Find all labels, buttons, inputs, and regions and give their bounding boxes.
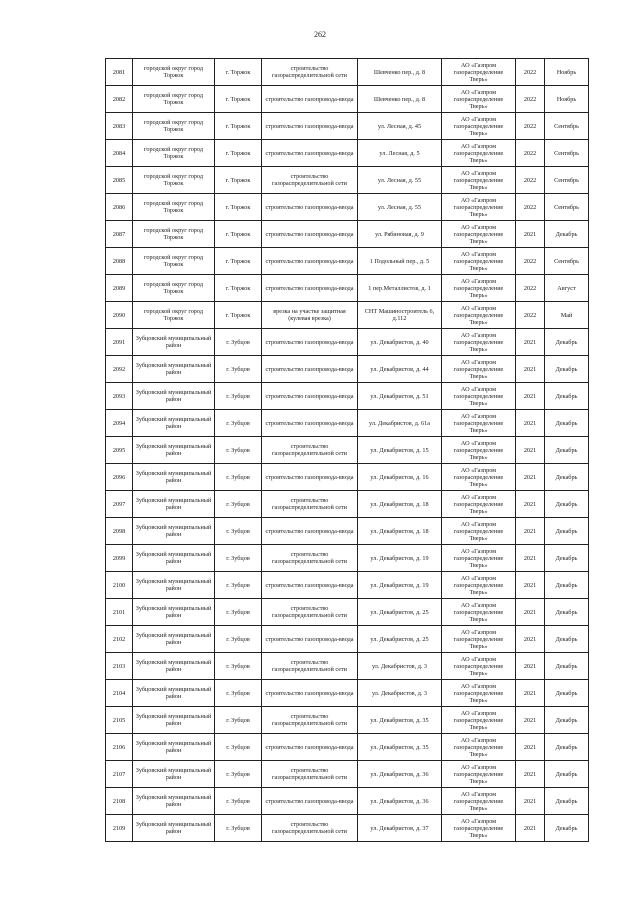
work-type-cell: строительство газопровода-ввода xyxy=(262,356,358,383)
locality-cell: г. Зубцов xyxy=(215,572,262,599)
work-type-cell: строительство газораспределительной сети xyxy=(262,653,358,680)
work-type-cell: строительство газораспределительной сети xyxy=(262,761,358,788)
work-type-cell: строительство газопровода-ввода xyxy=(262,572,358,599)
municipality-cell: городской округ город Торжок xyxy=(133,302,215,329)
year-cell: 2021 xyxy=(516,815,545,842)
year-cell: 2022 xyxy=(516,86,545,113)
municipality-cell: Зубцовский муниципальный район xyxy=(133,680,215,707)
organization-cell: АО «Газпром газораспределение Тверь» xyxy=(442,113,516,140)
year-cell: 2021 xyxy=(516,329,545,356)
year-cell: 2022 xyxy=(516,59,545,86)
address-cell: ул. Декабристов, д. 19 xyxy=(358,545,442,572)
locality-cell: г. Торжок xyxy=(215,194,262,221)
municipality-cell: городской округ город Торжок xyxy=(133,113,215,140)
work-type-cell: строительство газопровода-ввода xyxy=(262,680,358,707)
row-number-cell: 2082 xyxy=(106,86,133,113)
row-number-cell: 2093 xyxy=(106,383,133,410)
table-row xyxy=(106,329,589,356)
municipality-cell: Зубцовский муниципальный район xyxy=(133,788,215,815)
work-type-cell: строительство газопровода-ввода xyxy=(262,140,358,167)
row-number-cell: 2109 xyxy=(106,815,133,842)
year-cell: 2021 xyxy=(516,383,545,410)
address-cell: ул. Лесная, д. 5 xyxy=(358,140,442,167)
row-number-cell: 2105 xyxy=(106,707,133,734)
month-cell: Ноябрь xyxy=(545,86,589,113)
municipality-cell: Зубцовский муниципальный район xyxy=(133,464,215,491)
table-row xyxy=(106,599,589,626)
address-cell: 1 пер.Металлистов, д. 1 xyxy=(358,275,442,302)
address-cell: ул. Декабристов, д. 44 xyxy=(358,356,442,383)
month-cell: Декабрь xyxy=(545,545,589,572)
municipality-cell: Зубцовский муниципальный район xyxy=(133,599,215,626)
row-number-cell: 2092 xyxy=(106,356,133,383)
year-cell: 2021 xyxy=(516,734,545,761)
row-number-cell: 2081 xyxy=(106,59,133,86)
organization-cell: АО «Газпром газораспределение Тверь» xyxy=(442,275,516,302)
table-row xyxy=(106,572,589,599)
row-number-cell: 2090 xyxy=(106,302,133,329)
month-cell: Декабрь xyxy=(545,464,589,491)
work-type-cell: строительство газопровода-ввода xyxy=(262,734,358,761)
table-row xyxy=(106,275,589,302)
table-row xyxy=(106,59,589,86)
locality-cell: г. Зубцов xyxy=(215,653,262,680)
row-number-cell: 2095 xyxy=(106,437,133,464)
municipality-cell: Зубцовский муниципальный район xyxy=(133,761,215,788)
row-number-cell: 2094 xyxy=(106,410,133,437)
row-number-cell: 2103 xyxy=(106,653,133,680)
address-cell: ул. Декабристов, д. 40 xyxy=(358,329,442,356)
organization-cell: АО «Газпром газораспределение Тверь» xyxy=(442,464,516,491)
month-cell: Сентябрь xyxy=(545,194,589,221)
locality-cell: г. Зубцов xyxy=(215,707,262,734)
organization-cell: АО «Газпром газораспределение Тверь» xyxy=(442,734,516,761)
organization-cell: АО «Газпром газораспределение Тверь» xyxy=(442,653,516,680)
month-cell: Декабрь xyxy=(545,221,589,248)
address-cell: ул. Декабристов, д. 3 xyxy=(358,653,442,680)
row-number-cell: 2108 xyxy=(106,788,133,815)
organization-cell: АО «Газпром газораспределение Тверь» xyxy=(442,356,516,383)
locality-cell: г. Зубцов xyxy=(215,788,262,815)
municipality-cell: Зубцовский муниципальный район xyxy=(133,626,215,653)
municipality-cell: Зубцовский муниципальный район xyxy=(133,356,215,383)
work-type-cell: врезка на участке защитная (кулевая врезка) xyxy=(262,302,358,329)
table-row xyxy=(106,734,589,761)
address-cell: ул. Декабристов, д. 51 xyxy=(358,383,442,410)
table-row xyxy=(106,356,589,383)
month-cell: Декабрь xyxy=(545,734,589,761)
row-number-cell: 2099 xyxy=(106,545,133,572)
locality-cell: г. Зубцов xyxy=(215,356,262,383)
row-number-cell: 2102 xyxy=(106,626,133,653)
work-type-cell: строительство газораспределительной сети xyxy=(262,599,358,626)
address-cell: ул. Декабристов, д. 3 xyxy=(358,680,442,707)
municipality-cell: Зубцовский муниципальный район xyxy=(133,572,215,599)
row-number-cell: 2107 xyxy=(106,761,133,788)
organization-cell: АО «Газпром газораспределение Тверь» xyxy=(442,167,516,194)
locality-cell: г. Торжок xyxy=(215,275,262,302)
address-cell: ул. Декабристов, д. 16 xyxy=(358,464,442,491)
locality-cell: г. Торжок xyxy=(215,113,262,140)
table-row xyxy=(106,221,589,248)
organization-cell: АО «Газпром газораспределение Тверь» xyxy=(442,815,516,842)
month-cell: Декабрь xyxy=(545,383,589,410)
organization-cell: АО «Газпром газораспределение Тверь» xyxy=(442,140,516,167)
month-cell: Декабрь xyxy=(545,707,589,734)
municipality-cell: Зубцовский муниципальный район xyxy=(133,815,215,842)
month-cell: Декабрь xyxy=(545,329,589,356)
table-row xyxy=(106,113,589,140)
address-cell: Шевченко пер., д. 8 xyxy=(358,59,442,86)
month-cell: Декабрь xyxy=(545,356,589,383)
month-cell: Сентябрь xyxy=(545,167,589,194)
row-number-cell: 2089 xyxy=(106,275,133,302)
year-cell: 2021 xyxy=(516,680,545,707)
year-cell: 2021 xyxy=(516,221,545,248)
year-cell: 2021 xyxy=(516,545,545,572)
organization-cell: АО «Газпром газораспределение Тверь» xyxy=(442,599,516,626)
table-row xyxy=(106,194,589,221)
locality-cell: г. Торжок xyxy=(215,140,262,167)
month-cell: Декабрь xyxy=(545,815,589,842)
address-cell: ул. Декабристов, д. 36 xyxy=(358,788,442,815)
work-type-cell: строительство газопровода-ввода xyxy=(262,329,358,356)
address-cell: ул. Декабристов, д. 18 xyxy=(358,518,442,545)
locality-cell: г. Торжок xyxy=(215,86,262,113)
locality-cell: г. Зубцов xyxy=(215,383,262,410)
month-cell: Сентябрь xyxy=(545,140,589,167)
work-type-cell: строительство газопровода-ввода xyxy=(262,86,358,113)
table-row xyxy=(106,410,589,437)
organization-cell: АО «Газпром газораспределение Тверь» xyxy=(442,194,516,221)
address-cell: ул. Декабристов, д. 25 xyxy=(358,626,442,653)
month-cell: Декабрь xyxy=(545,788,589,815)
work-type-cell: строительство газопровода-ввода xyxy=(262,113,358,140)
address-cell: ул. Декабристов, д. 37 xyxy=(358,815,442,842)
table-row xyxy=(106,140,589,167)
month-cell: Декабрь xyxy=(545,626,589,653)
year-cell: 2022 xyxy=(516,140,545,167)
organization-cell: АО «Газпром газораспределение Тверь» xyxy=(442,707,516,734)
work-type-cell: строительство газопровода-ввода xyxy=(262,410,358,437)
address-cell: СНТ Машиностроитель 6, д.112 xyxy=(358,302,442,329)
locality-cell: г. Зубцов xyxy=(215,680,262,707)
table-row xyxy=(106,248,589,275)
month-cell: Декабрь xyxy=(545,437,589,464)
municipality-cell: городской округ город Торжок xyxy=(133,248,215,275)
municipality-cell: городской округ город Торжок xyxy=(133,140,215,167)
table-row xyxy=(106,653,589,680)
municipality-cell: городской округ город Торжок xyxy=(133,221,215,248)
month-cell: Август xyxy=(545,275,589,302)
row-number-cell: 2091 xyxy=(106,329,133,356)
locality-cell: г. Торжок xyxy=(215,167,262,194)
municipality-cell: Зубцовский муниципальный район xyxy=(133,734,215,761)
row-number-cell: 2083 xyxy=(106,113,133,140)
month-cell: Декабрь xyxy=(545,599,589,626)
locality-cell: г. Зубцов xyxy=(215,437,262,464)
organization-cell: АО «Газпром газораспределение Тверь» xyxy=(442,221,516,248)
work-type-cell: строительство газопровода-ввода xyxy=(262,464,358,491)
year-cell: 2021 xyxy=(516,491,545,518)
address-cell: ул. Декабристов, д. 15 xyxy=(358,437,442,464)
organization-cell: АО «Газпром газораспределение Тверь» xyxy=(442,329,516,356)
row-number-cell: 2100 xyxy=(106,572,133,599)
locality-cell: г. Зубцов xyxy=(215,599,262,626)
year-cell: 2021 xyxy=(516,518,545,545)
year-cell: 2022 xyxy=(516,194,545,221)
municipality-cell: городской округ город Торжок xyxy=(133,167,215,194)
work-type-cell: строительство газораспределительной сети xyxy=(262,815,358,842)
month-cell: Ноябрь xyxy=(545,59,589,86)
row-number-cell: 2085 xyxy=(106,167,133,194)
table-row xyxy=(106,383,589,410)
locality-cell: г. Зубцов xyxy=(215,410,262,437)
organization-cell: АО «Газпром газораспределение Тверь» xyxy=(442,545,516,572)
municipality-cell: Зубцовский муниципальный район xyxy=(133,329,215,356)
municipality-cell: Зубцовский муниципальный район xyxy=(133,491,215,518)
month-cell: Декабрь xyxy=(545,680,589,707)
work-type-cell: строительство газопровода-ввода xyxy=(262,194,358,221)
address-cell: ул. Лесная, д. 45 xyxy=(358,113,442,140)
year-cell: 2021 xyxy=(516,437,545,464)
organization-cell: АО «Газпром газораспределение Тверь» xyxy=(442,437,516,464)
work-type-cell: строительство газопровода-ввода xyxy=(262,788,358,815)
locality-cell: г. Торжок xyxy=(215,302,262,329)
municipality-cell: Зубцовский муниципальный район xyxy=(133,383,215,410)
locality-cell: г. Торжок xyxy=(215,221,262,248)
municipality-cell: городской округ город Торжок xyxy=(133,59,215,86)
month-cell: Сентябрь xyxy=(545,113,589,140)
municipality-cell: Зубцовский муниципальный район xyxy=(133,653,215,680)
locality-cell: г. Зубцов xyxy=(215,761,262,788)
address-cell: ул. Декабристов, д. 36 xyxy=(358,761,442,788)
municipality-cell: Зубцовский муниципальный район xyxy=(133,545,215,572)
organization-cell: АО «Газпром газораспределение Тверь» xyxy=(442,302,516,329)
locality-cell: г. Зубцов xyxy=(215,464,262,491)
month-cell: Декабрь xyxy=(545,761,589,788)
year-cell: 2021 xyxy=(516,788,545,815)
locality-cell: г. Торжок xyxy=(215,248,262,275)
year-cell: 2022 xyxy=(516,248,545,275)
locality-cell: г. Зубцов xyxy=(215,518,262,545)
table-row xyxy=(106,545,589,572)
row-number-cell: 2104 xyxy=(106,680,133,707)
table-row xyxy=(106,788,589,815)
organization-cell: АО «Газпром газораспределение Тверь» xyxy=(442,626,516,653)
table-row xyxy=(106,302,589,329)
year-cell: 2021 xyxy=(516,572,545,599)
month-cell: Декабрь xyxy=(545,410,589,437)
row-number-cell: 2084 xyxy=(106,140,133,167)
locality-cell: г. Зубцов xyxy=(215,491,262,518)
table-body xyxy=(106,59,589,842)
table-row xyxy=(106,680,589,707)
municipality-cell: городской округ город Торжок xyxy=(133,275,215,302)
work-type-cell: строительство газораспределительной сети xyxy=(262,707,358,734)
table-row xyxy=(106,437,589,464)
month-cell: Декабрь xyxy=(545,572,589,599)
year-cell: 2021 xyxy=(516,707,545,734)
organization-cell: АО «Газпром газораспределение Тверь» xyxy=(442,383,516,410)
organization-cell: АО «Газпром газораспределение Тверь» xyxy=(442,518,516,545)
month-cell: Декабрь xyxy=(545,518,589,545)
municipality-cell: городской округ город Торжок xyxy=(133,194,215,221)
organization-cell: АО «Газпром газораспределение Тверь» xyxy=(442,410,516,437)
table-row xyxy=(106,626,589,653)
table-row xyxy=(106,86,589,113)
municipality-cell: городской округ город Торжок xyxy=(133,86,215,113)
address-cell: ул. Декабристов, д. 35 xyxy=(358,734,442,761)
table-row xyxy=(106,518,589,545)
work-type-cell: строительство газопровода-ввода xyxy=(262,221,358,248)
locality-cell: г. Зубцов xyxy=(215,626,262,653)
locality-cell: г. Зубцов xyxy=(215,734,262,761)
year-cell: 2021 xyxy=(516,653,545,680)
row-number-cell: 2088 xyxy=(106,248,133,275)
table-row xyxy=(106,761,589,788)
work-type-cell: строительство газораспределительной сети xyxy=(262,167,358,194)
municipality-cell: Зубцовский муниципальный район xyxy=(133,518,215,545)
address-cell: 1 Подольный пер., д. 5 xyxy=(358,248,442,275)
month-cell: Сентябрь xyxy=(545,248,589,275)
municipality-cell: Зубцовский муниципальный район xyxy=(133,707,215,734)
organization-cell: АО «Газпром газораспределение Тверь» xyxy=(442,680,516,707)
table-row xyxy=(106,815,589,842)
work-type-cell: строительство газопровода-ввода xyxy=(262,383,358,410)
locality-cell: г. Зубцов xyxy=(215,815,262,842)
row-number-cell: 2098 xyxy=(106,518,133,545)
work-type-cell: строительство газораспределительной сети xyxy=(262,437,358,464)
table-row xyxy=(106,464,589,491)
table-row xyxy=(106,707,589,734)
year-cell: 2022 xyxy=(516,302,545,329)
year-cell: 2022 xyxy=(516,167,545,194)
work-type-cell: строительство газопровода-ввода xyxy=(262,626,358,653)
organization-cell: АО «Газпром газораспределение Тверь» xyxy=(442,788,516,815)
work-type-cell: строительство газораспределительной сети xyxy=(262,59,358,86)
row-number-cell: 2086 xyxy=(106,194,133,221)
address-cell: ул. Лесная, д. 55 xyxy=(358,167,442,194)
year-cell: 2021 xyxy=(516,761,545,788)
address-cell: ул. Рябиновая, д. 9 xyxy=(358,221,442,248)
organization-cell: АО «Газпром газораспределение Тверь» xyxy=(442,86,516,113)
municipality-cell: Зубцовский муниципальный район xyxy=(133,410,215,437)
month-cell: Декабрь xyxy=(545,653,589,680)
address-cell: ул. Декабристов, д. 35 xyxy=(358,707,442,734)
row-number-cell: 2106 xyxy=(106,734,133,761)
year-cell: 2021 xyxy=(516,410,545,437)
address-cell: ул. Декабристов, д. 19 xyxy=(358,572,442,599)
locality-cell: г. Зубцов xyxy=(215,545,262,572)
table-row xyxy=(106,167,589,194)
work-type-cell: строительство газопровода-ввода xyxy=(262,518,358,545)
year-cell: 2021 xyxy=(516,356,545,383)
year-cell: 2021 xyxy=(516,599,545,626)
year-cell: 2022 xyxy=(516,275,545,302)
gasification-table xyxy=(105,58,589,842)
organization-cell: АО «Газпром газораспределение Тверь» xyxy=(442,761,516,788)
municipality-cell: Зубцовский муниципальный район xyxy=(133,437,215,464)
month-cell: Май xyxy=(545,302,589,329)
month-cell: Декабрь xyxy=(545,491,589,518)
work-type-cell: строительство газораспределительной сети xyxy=(262,545,358,572)
work-type-cell: строительство газораспределительной сети xyxy=(262,491,358,518)
row-number-cell: 2087 xyxy=(106,221,133,248)
year-cell: 2021 xyxy=(516,626,545,653)
address-cell: ул. Декабристов, д. 18 xyxy=(358,491,442,518)
year-cell: 2022 xyxy=(516,113,545,140)
row-number-cell: 2097 xyxy=(106,491,133,518)
row-number-cell: 2101 xyxy=(106,599,133,626)
organization-cell: АО «Газпром газораспределение Тверь» xyxy=(442,248,516,275)
locality-cell: г. Зубцов xyxy=(215,329,262,356)
year-cell: 2021 xyxy=(516,464,545,491)
row-number-cell: 2096 xyxy=(106,464,133,491)
organization-cell: АО «Газпром газораспределение Тверь» xyxy=(442,491,516,518)
address-cell: ул. Декабристов, д. 61а xyxy=(358,410,442,437)
table-row xyxy=(106,491,589,518)
page-number: 262 xyxy=(314,30,326,39)
locality-cell: г. Торжок xyxy=(215,59,262,86)
organization-cell: АО «Газпром газораспределение Тверь» xyxy=(442,572,516,599)
work-type-cell: строительство газопровода-ввода xyxy=(262,248,358,275)
address-cell: ул. Декабристов, д. 25 xyxy=(358,599,442,626)
organization-cell: АО «Газпром газораспределение Тверь» xyxy=(442,59,516,86)
address-cell: Шевченко пер., д. 8 xyxy=(358,86,442,113)
work-type-cell: строительство газопровода-ввода xyxy=(262,275,358,302)
address-cell: ул. Лесная, д. 55 xyxy=(358,194,442,221)
